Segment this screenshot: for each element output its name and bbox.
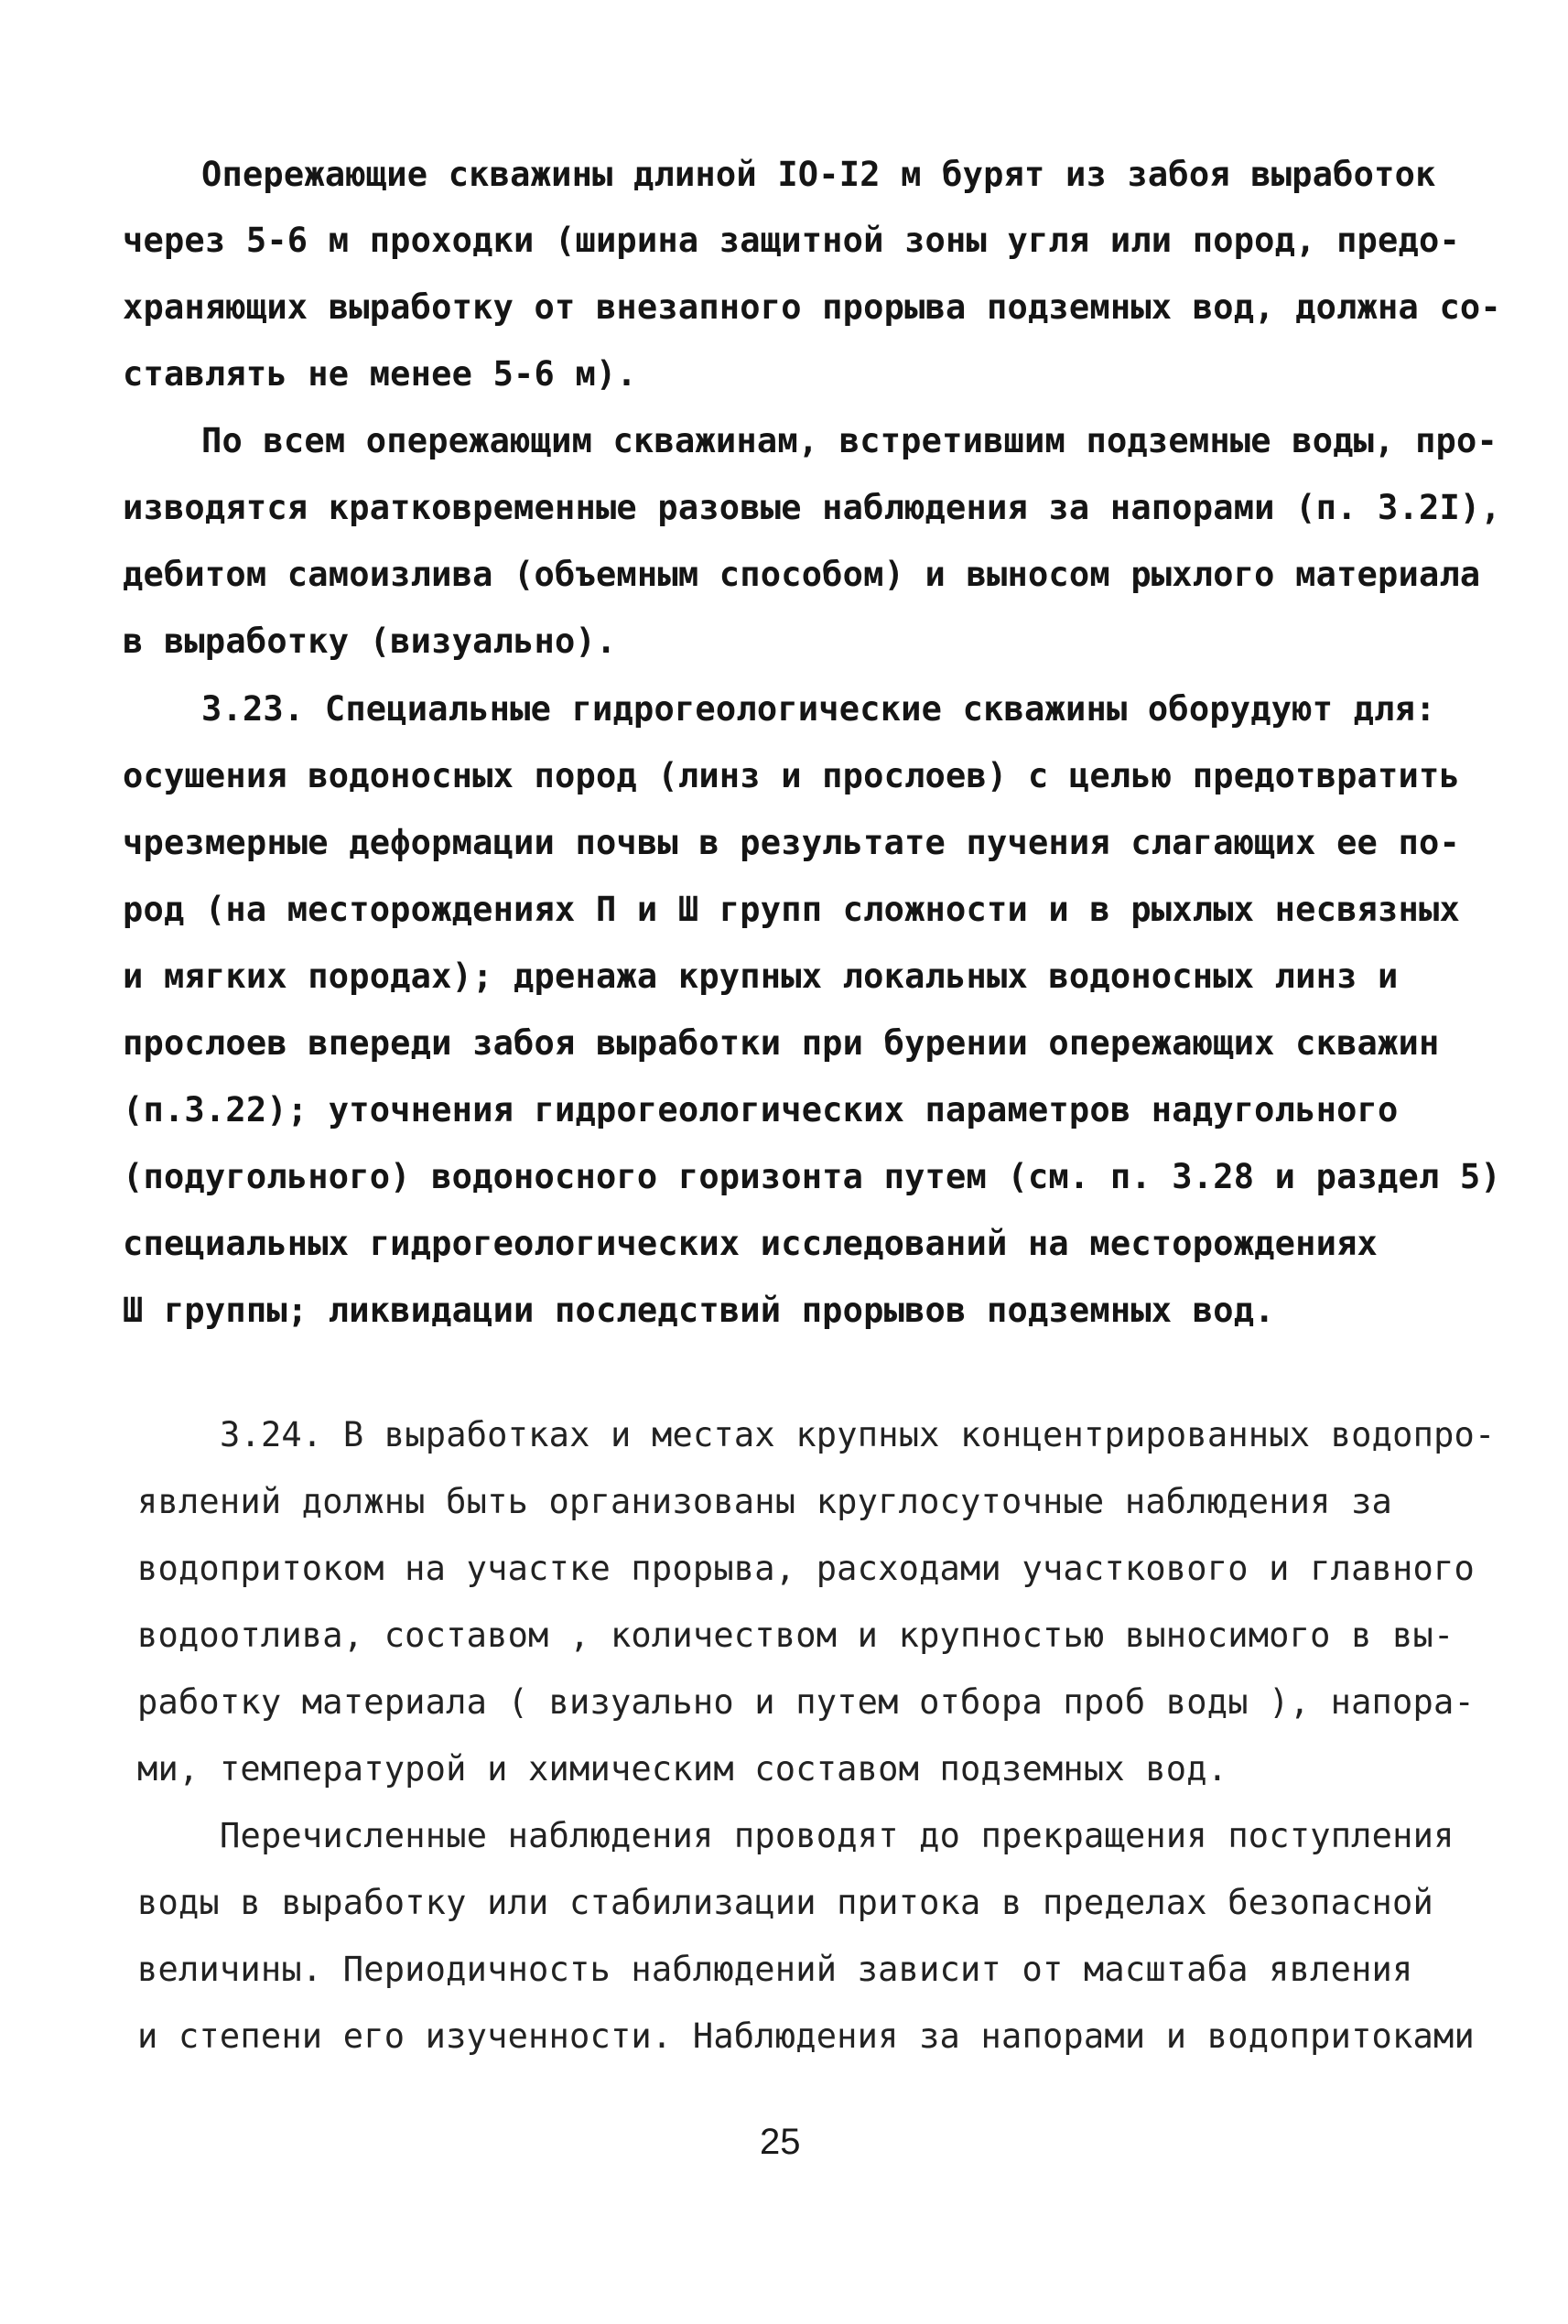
text-line: 3.24. В выработках и местах крупных концентрированных водопро- xyxy=(220,1415,1496,1454)
text-line: и степени его изученности. Наблюдения за напорами и водопритоками xyxy=(137,2016,1475,2056)
text-line: водопритоком на участке прорыва, расходами участкового и главного xyxy=(137,1549,1475,1588)
text-line: ставлять не менее 5-6 м). xyxy=(123,354,637,394)
text-line: изводятся кратковременные разовые наблюдения за напорами (п. 3.2I), xyxy=(123,488,1501,527)
text-line: и мягких породах); дренажа крупных локальных водоносных линз и xyxy=(123,957,1399,996)
text-line: (п.3.22); уточнения гидрогеологических параметров надугольного xyxy=(123,1090,1399,1130)
text-line: явлений должны быть организованы круглосуточные наблюдения за xyxy=(137,1482,1393,1521)
text-line: ми, температурой и химическим составом подземных вод. xyxy=(137,1749,1228,1789)
text-line: храняющих выработку от внезапного прорыва подземных вод, должна со- xyxy=(123,287,1501,327)
text-line: чрезмерные деформации почвы в результате пучения слагающих ее по- xyxy=(123,823,1460,862)
text-line: прослоев впереди забоя выработки при бурении опережающих скважин xyxy=(123,1023,1440,1063)
page-number: 25 xyxy=(760,2122,801,2162)
text-line: Перечисленные наблюдения проводят до прекращения поступления xyxy=(220,1816,1454,1855)
text-line: дебитом самоизлива (объемным способом) и выносом рыхлого материала xyxy=(123,555,1481,594)
text-line: специальных гидрогеологических исследований на месторождениях xyxy=(123,1224,1379,1263)
text-line: через 5-6 м проходки (ширина защитной зоны угля или пород, предо- xyxy=(123,221,1460,260)
text-line: 3.23. Специальные гидрогеологические скважины оборудуют для: xyxy=(201,689,1436,729)
text-line: в выработку (визуально). xyxy=(123,622,617,661)
text-line: величины. Периодичность наблюдений зависит от масштаба явления xyxy=(137,1950,1413,1989)
text-line: По всем опережающим скважинам, встретившим подземные воды, про- xyxy=(201,421,1498,460)
text-line: Опережающие скважины длиной IO-I2 м бурят из забоя выработок xyxy=(201,155,1436,194)
text-line: Ш группы; ликвидации последствий прорывов подземных вод. xyxy=(123,1291,1275,1330)
text-line: род (на месторождениях П и Ш групп сложности и в рыхлых несвязных xyxy=(123,890,1460,929)
text-line: (подугольного) водоносного горизонта путем (см. п. 3.28 и раздел 5) xyxy=(123,1157,1501,1196)
text-line: водоотлива, составом , количеством и крупностью выносимого в вы- xyxy=(137,1616,1454,1655)
text-line: осушения водоносных пород (линз и прослоев) с целью предотвратить xyxy=(123,756,1460,795)
text-line: работку материала ( визуально и путем отбора проб воды ), напора- xyxy=(137,1682,1475,1722)
text-line: воды в выработку или стабилизации притока в пределах безопасной xyxy=(137,1883,1433,1922)
